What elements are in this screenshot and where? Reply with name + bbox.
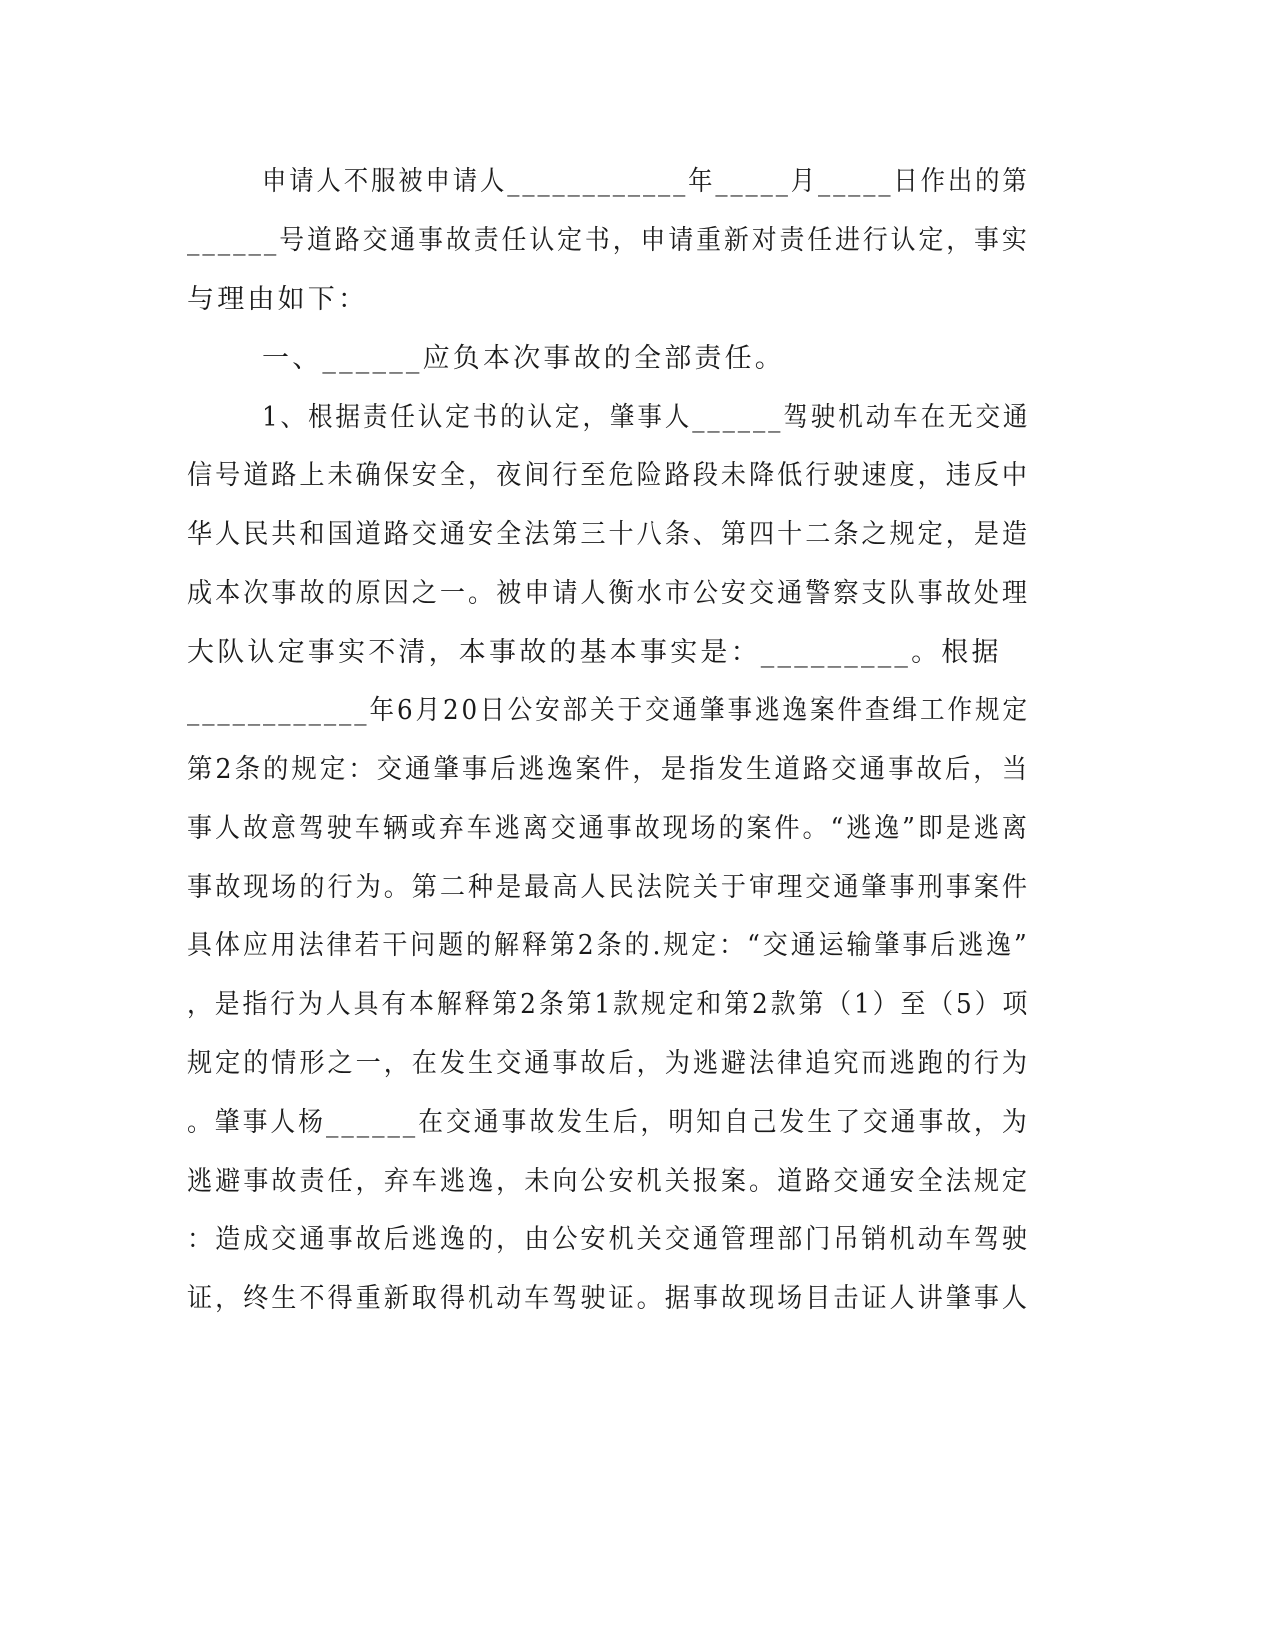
text-line: 具体应用法律若干问题的解释第2条的.规定：“交通运输肇事后逃逸” [187,930,1030,961]
text-line: 信号道路上未确保安全，夜间行至危险路段未降低行驶速度，违反中 [187,460,1031,491]
text-line: ：造成交通事故后逃逸的，由公安机关交通管理部门吊销机动车驾驶 [187,1224,1031,1255]
text-line: ______号道路交通事故责任认定书，申请重新对责任进行认定，事实 [187,225,1030,256]
text-line: 逃避事故责任，弃车逃逸，未向公安机关报案。道路交通安全法规定 [187,1166,1031,1197]
text-line: 申请人不服被申请人____________年_____月_____日作出的第 [262,166,1030,197]
text-line: 规定的情形之一，在发生交通事故后，为逃避法律追究而逃跑的行为 [187,1048,1031,1079]
text-line: 与理由如下： [187,284,369,315]
text-line: ，是指行为人具有本解释第2条第1款规定和第2款第（1）至（5）项 [187,989,1031,1020]
text-line: 1、根据责任认定书的认定，肇事人______驾驶机动车在无交通 [262,402,1031,433]
text-line: 。肇事人杨______在交通事故发生后，明知自己发生了交通事故，为 [187,1107,1030,1138]
text-line: 事故现场的行为。第二种是最高人民法院关于审理交通肇事刑事案件 [187,872,1031,903]
text-line: ____________年6月20日公安部关于交通肇事逃逸案件查缉工作规定 [187,695,1030,726]
text-line: 事人故意驾驶车辆或弃车逃离交通事故现场的案件。“逃逸”即是逃离 [187,813,1030,844]
text-line: 一、______应负本次事故的全部责任。 [262,343,785,374]
text-line: 大队认定事实不清，本事故的基本事实是：_________。根据 [187,637,1002,668]
text-line: 第2条的规定：交通肇事后逃逸案件，是指发生道路交通事故后，当 [187,754,1031,785]
text-line: 证，终生不得重新取得机动车驾驶证。据事故现场目击证人讲肇事人 [187,1283,1031,1314]
text-line: 华人民共和国道路交通安全法第三十八条、第四十二条之规定，是造 [187,519,1031,550]
text-line: 成本次事故的原因之一。被申请人衡水市公安交通警察支队事故处理 [187,578,1031,609]
